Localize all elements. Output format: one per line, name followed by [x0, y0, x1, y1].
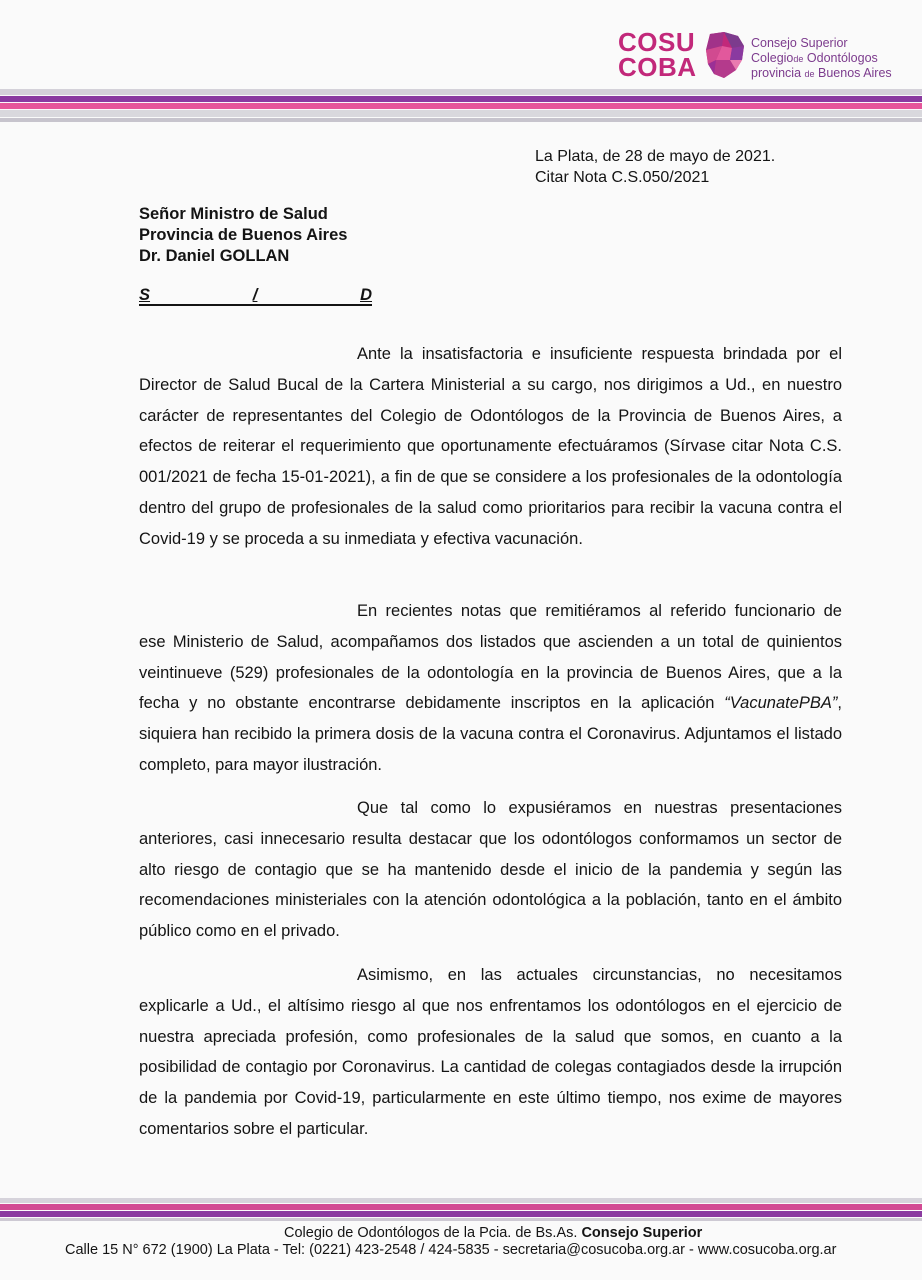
footer-stripe [0, 1198, 922, 1203]
province-map-icon [702, 30, 746, 80]
header-stripe [0, 103, 922, 109]
logo-wordmark [618, 27, 697, 82]
app-name: “VacunatePBA” [724, 694, 838, 713]
logo-word-cosu: COSU [618, 27, 696, 57]
sd-underline [139, 304, 372, 306]
footer-stripe [0, 1211, 922, 1217]
recipient-name: Dr. Daniel GOLLAN [139, 247, 290, 265]
footer-stripe [0, 1218, 922, 1221]
body-paragraph-3: Que tal como lo expusiéramos en nuestras presentaciones anteriores, casi innecesario resulta destacar que los odontólogos conformamos un sector de alto riesgo de contagio que se ha mantenido desde el inicio de la pandemia y según las recomendaciones ministeriales con la atención odontológica a la población, tanto en el ámbito público como en el privado. [139, 799, 842, 941]
header-stripe [0, 118, 922, 122]
reference-line: Citar Nota C.S.050/2021 [535, 169, 710, 186]
logo-line-provincia: provincia de Buenos Aires [751, 66, 892, 80]
header-stripe [0, 96, 922, 102]
body-paragraph-4: Asimismo, en las actuales circunstancias, no necesitamos explicarle a Ud., el altísimo riesgo al que nos enfrentamos los odontólogos en el ejercicio de nuestra apreciada profesión, como profesionales de la salud que somos, en cuanto a la posibilidad de contagio por Coronavirus. La cantidad de colegas contagiados desde la irrupción de la pandemia por Covid-19, particularmente en este último tiempo, nos exime de mayores comentarios sobre el particular. [139, 966, 842, 1138]
logo-line-colegio: Colegiode Odontólogos [751, 50, 878, 65]
footer-contact-line: Calle 15 N° 672 (1900) La Plata - Tel: (0221) 423-2548 / 424-5835 - secretaria@cosucoba.org.ar - www.cosucoba.org.ar [65, 1242, 837, 1258]
sd-slash: / [252, 286, 258, 304]
logo-org-name [751, 36, 892, 82]
footer-stripe [0, 1204, 922, 1210]
logo-word-coba: COBA [618, 52, 697, 82]
recipient-title: Señor Ministro de Salud [139, 205, 328, 223]
logo-line-consejo: Consejo Superior [751, 36, 848, 50]
recipient-province: Provincia de Buenos Aires [139, 226, 348, 244]
footer-org-line: Colegio de Odontólogos de la Pcia. de Bs.As. Consejo Superior [284, 1225, 703, 1241]
header-stripe [0, 110, 922, 117]
header-stripe [0, 89, 922, 95]
sd-d: D [360, 286, 372, 304]
sd-s: S [139, 286, 151, 304]
body-paragraph-2: En recientes notas que remitiéramos al referido funcionario de ese Ministerio de Salud, acompañamos dos listados que ascienden a un total de quinientos veintinueve (529) profesionales de la odontología en la provincia de Buenos Aires, que a la fecha y no obstante encontrarse debidamente inscriptos en la aplicación “VacunatePBA”, siquiera han recibido la primera dosis de la vacuna contra el Coronavirus. Adjuntamos el listado completo, para mayor ilustración. [139, 602, 842, 774]
salutation-sd [139, 286, 372, 305]
body-paragraph-1: Ante la insatisfactoria e insuficiente respuesta brindada por el Director de Salud Bucal de la Cartera Ministerial a su cargo, nos dirigimos a Ud., en nuestro carácter de representantes del Colegio de Odontólogos de la Provincia de Buenos Aires, a efectos de reiterar el requerimiento que oportunamente efectuáramos (Sírvase citar Nota C.S. 001/2021 de fecha 15-01-2021), a fin de que se considere a los profesionales de la odontología dentro del grupo de profesionales de la salud como prioritarios para recibir la vacuna contra el Covid-19 y se proceda a su inmediata y efectiva vacunación. [139, 345, 842, 548]
recipient-block [139, 204, 347, 267]
date-block [535, 146, 775, 188]
date-line: La Plata, de 28 de mayo de 2021. [535, 148, 776, 165]
cosucoba-logo [618, 28, 898, 88]
